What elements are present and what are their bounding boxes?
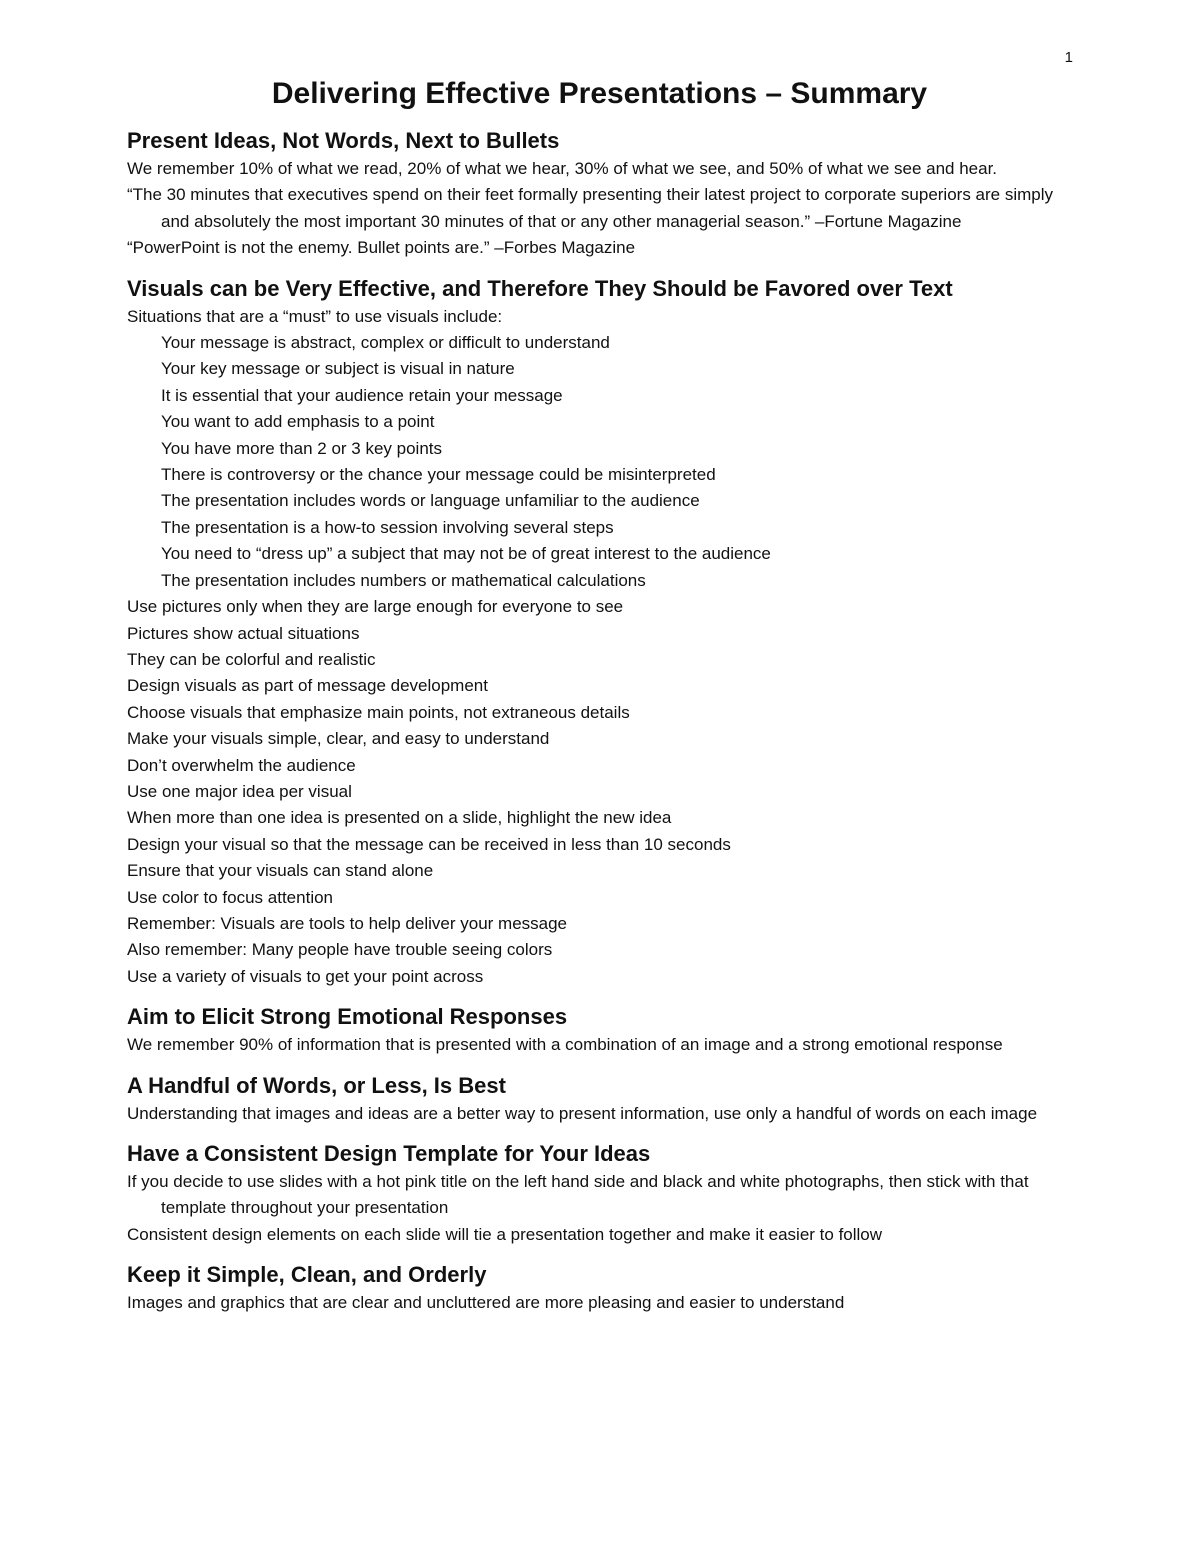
list-item: When more than one idea is presented on a slide, highlight the new idea — [127, 808, 672, 828]
list-item: You need to “dress up” a subject that may not be of great interest to the audience — [161, 544, 771, 564]
list-item: Use color to focus attention — [127, 887, 334, 907]
section-heading: Visuals can be Very Effective, and Therefore They Should be Favored over Text — [127, 275, 953, 301]
section-heading: Have a Consistent Design Template for Your Ideas — [127, 1141, 651, 1166]
list-item: Make your visuals simple, clear, and easy to understand — [127, 729, 550, 749]
section-heading: Keep it Simple, Clean, and Orderly — [127, 1262, 487, 1288]
section-keep-it-simple — [127, 1260, 1072, 1316]
paragraph: If you decide to use slides with a hot pink title on the left hand side and black and white photographs, then stick with that template throughout your presentation — [127, 1172, 1029, 1218]
section-heading: Aim to Elicit Strong Emotional Responses — [127, 1004, 568, 1030]
list-item: Design your visual so that the message can be received in less than 10 seconds — [127, 834, 731, 854]
paragraph: Understanding that images and ideas are a better way to present information, use only a handful of words on each image — [127, 1103, 1038, 1123]
paragraph: We remember 90% of information that is presented with a combination of an image and a strong emotional response — [127, 1035, 1003, 1055]
section-visuals — [127, 274, 1072, 991]
list-item: Use a variety of visuals to get your point across — [127, 966, 484, 986]
section-emotional-responses — [127, 1002, 1072, 1058]
section-handful-of-words — [127, 1071, 1072, 1127]
list-item: Choose visuals that emphasize main points, not extraneous details — [127, 702, 630, 722]
paragraph: “PowerPoint is not the enemy. Bullet points are.” –Forbes Magazine — [127, 238, 636, 258]
list-item: You have more than 2 or 3 key points — [161, 438, 442, 458]
document-title: Delivering Effective Presentations – Summary — [271, 77, 928, 110]
page-number: 1 — [1064, 49, 1073, 66]
list-item: Also remember: Many people have trouble seeing colors — [127, 940, 553, 960]
list-item: Use one major idea per visual — [127, 781, 352, 801]
list-item: It is essential that your audience retain your message — [161, 385, 563, 405]
list-item: Pictures show actual situations — [127, 623, 360, 643]
list-item: Remember: Visuals are tools to help deliver your message — [127, 913, 568, 933]
list-item: There is controversy or the chance your message could be misinterpreted — [161, 465, 716, 485]
paragraph: Images and graphics that are clear and uncluttered are more pleasing and easier to understand — [127, 1293, 845, 1313]
list-item: They can be colorful and realistic — [127, 649, 376, 669]
section-present-ideas — [127, 126, 1072, 262]
list-item: Ensure that your visuals can stand alone — [127, 861, 434, 881]
paragraph: Situations that are a “must” to use visuals include: — [127, 306, 503, 326]
list-item: You want to add emphasis to a point — [161, 412, 435, 432]
list-item: Don’t overwhelm the audience — [127, 755, 356, 775]
list-item: The presentation includes numbers or mathematical calculations — [161, 570, 646, 590]
paragraph: We remember 10% of what we read, 20% of what we hear, 30% of what we see, and 50% of what we see and hear. — [127, 159, 998, 178]
list-item: Design visuals as part of message development — [127, 676, 488, 696]
section-heading: Present Ideas, Not Words, Next to Bullets — [127, 128, 560, 153]
paragraph: Consistent design elements on each slide will tie a presentation together and make it easier to follow — [127, 1224, 883, 1244]
list-item: The presentation includes words or language unfamiliar to the audience — [161, 491, 700, 511]
list-item: The presentation is a how-to session involving several steps — [161, 517, 614, 537]
list-item: Your key message or subject is visual in nature — [161, 359, 515, 379]
paragraph: “The 30 minutes that executives spend on their feet formally presenting their latest project to corporate superiors are simply and absolutely the most important 30 minutes of that or any other managerial season.” –Fortune Magazine — [127, 185, 1054, 231]
list-item: Your message is abstract, complex or difficult to understand — [161, 333, 610, 353]
document-body — [127, 74, 1072, 1317]
section-heading: A Handful of Words, or Less, Is Best — [127, 1072, 506, 1098]
section-consistent-template — [127, 1139, 1072, 1248]
list-item: Use pictures only when they are large enough for everyone to see — [127, 597, 624, 617]
